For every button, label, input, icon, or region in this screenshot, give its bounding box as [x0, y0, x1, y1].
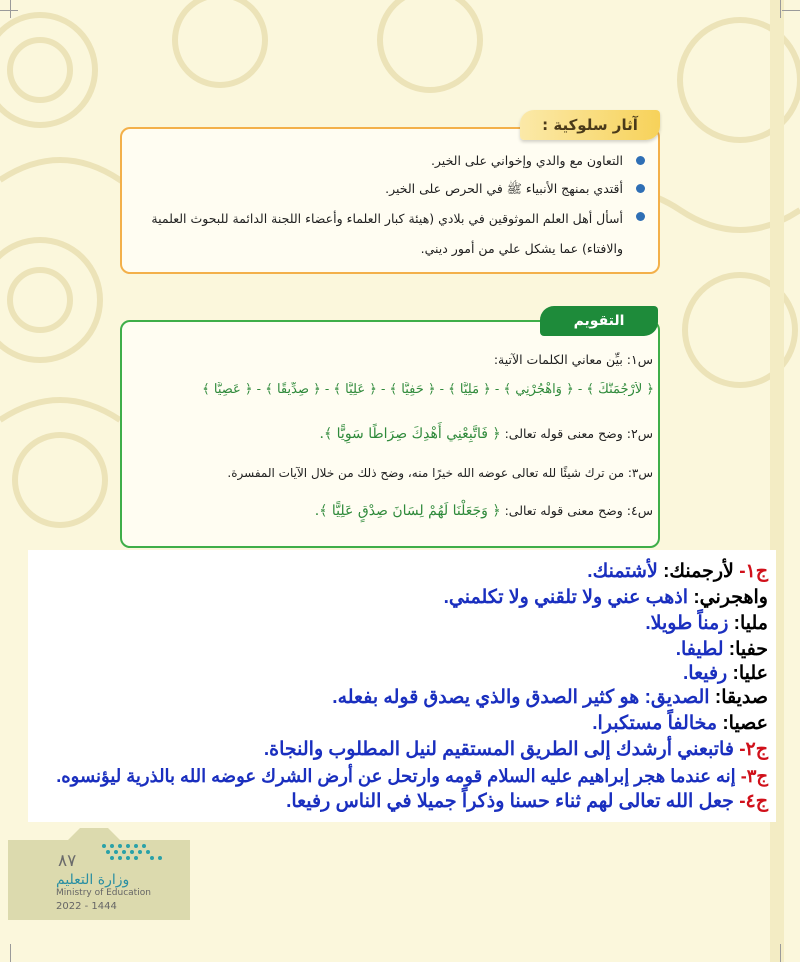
- answer-word: عصيا:: [722, 713, 768, 734]
- answer-8: [264, 738, 768, 762]
- answer-6: [332, 686, 768, 710]
- answer-meaning: اذهب عني ولا تلقني ولا تكلمني.: [443, 587, 689, 608]
- answer-number: ج٣-: [740, 766, 768, 786]
- list-item: [135, 176, 645, 202]
- crop-mark: [10, 944, 11, 962]
- answer-number: ج٢-: [739, 739, 768, 760]
- crop-mark: [780, 0, 781, 18]
- answer-meaning: هو كثير الصدق والذي يصدق قوله بفعله.: [332, 687, 640, 708]
- answer-text: جعل الله تعالى لهم ثناء حسنا وذكراً جميلا في الناس رفيعا.: [286, 791, 734, 812]
- answer-text: إنه عندما هجر إبراهيم عليه السلام قومه وارتحل عن أرض الشرك عوضه الله بالذرية ليؤنسوه.: [56, 766, 736, 786]
- bullet-icon: [636, 184, 645, 193]
- answer-meaning: لأشتمنك.: [587, 561, 658, 582]
- crop-mark: [782, 10, 800, 11]
- behavior-list: [135, 148, 645, 266]
- bullet-icon: [636, 156, 645, 165]
- answer-3: [645, 612, 768, 636]
- question-4-label: س٤: وضح معنى قوله تعالى:: [504, 503, 653, 518]
- list-item: [135, 148, 645, 174]
- answer-10: [286, 790, 768, 814]
- crop-mark: [0, 10, 18, 11]
- answer-2: [444, 586, 768, 610]
- behavior-item-text: أقتدي بمنهج الأنبياء ﷺ في الحرص على الخير.: [385, 181, 623, 196]
- answer-word: صديقا:: [714, 687, 768, 708]
- answer-text: فاتبعني أرشدك إلى الطريق المستقيم لنيل المطلوب والنجاة.: [263, 739, 734, 760]
- answer-word: لأرجمنك:: [663, 561, 734, 582]
- question-1-words: ﴿ لَأَرْجُمَنَّكَ ﴾ - ﴿ وَاهْجُرْنِي ﴾ - ﴿ مَلِيًّا ﴾ - ﴿ حَفِيًّا ﴾ - ﴿ عَلِيًّا ﴾ - ﴿ صِدِّيقًا ﴾ - ﴿ عَصِيًّا ﴾: [202, 382, 654, 397]
- answer-9: [56, 764, 768, 788]
- question-3: س٣: من ترك شيئًا لله تعالى عوضه الله خيرًا منه، وضح ذلك من خلال الآيات المفسرة.: [227, 466, 653, 480]
- question-2-verse: ﴿ فَاتَّبِعْنِي أَهْدِكَ صِرَاطًا سَوِيًّا ﴾.: [319, 426, 501, 442]
- answer-meaning: زمناً طويلا.: [645, 613, 729, 634]
- evaluation-title: التقويم: [540, 306, 658, 336]
- behavior-title: آثار سلوكية :: [520, 110, 660, 140]
- list-item: [135, 204, 645, 264]
- answer-word: حفيا:: [728, 639, 768, 660]
- crop-mark: [10, 0, 11, 18]
- answers-panel: [28, 550, 776, 822]
- bullet-icon: [636, 212, 645, 221]
- question-2: [133, 426, 653, 442]
- answer-word: واهجرني:: [693, 587, 768, 608]
- page-number: ٨٧: [58, 851, 77, 871]
- question-2-label: س٢: وضح معنى قوله تعالى:: [504, 426, 653, 441]
- question-4-verse: ﴿ وَجَعَلْنَا لَهُمْ لِسَانَ صِدْقٍ عَلِيًّا ﴾.: [314, 503, 501, 519]
- answer-4: [676, 638, 768, 662]
- answer-7: [592, 712, 768, 736]
- crop-mark: [780, 944, 781, 962]
- behavior-item-text: التعاون مع والدي وإخواني على الخير.: [430, 153, 623, 168]
- edition-year: 2022 - 1444: [56, 901, 117, 912]
- answer-meaning: رفيعا.: [683, 663, 728, 684]
- question-4: [133, 503, 653, 519]
- behavior-item-text: أسأل أهل العلم الموثوقين في بلادي (هيئة كبار العلماء وأعضاء اللجنة الدائمة للبحوث العلمية والافتاء) عما يشكل علي من أمور ديني.: [151, 211, 623, 256]
- answer-number: ج٤-: [739, 791, 768, 812]
- ministry-logo-arabic: وزارة التعليم: [56, 872, 130, 888]
- answer-meaning: لطيفا.: [675, 639, 724, 660]
- answer-meaning: مخالفاً مستكبرا.: [592, 713, 718, 734]
- answer-5: [683, 662, 768, 686]
- answer-number: ج١-: [739, 561, 768, 582]
- answer-1: [587, 560, 768, 584]
- question-1: س١: بيِّن معاني الكلمات الآتية:: [493, 352, 653, 367]
- answer-word: عليا:: [732, 663, 768, 684]
- answer-word: مليا:: [733, 613, 768, 634]
- answer-meaning-label: الصديق:: [644, 687, 710, 708]
- ministry-logo-english: Ministry of Education: [56, 888, 151, 898]
